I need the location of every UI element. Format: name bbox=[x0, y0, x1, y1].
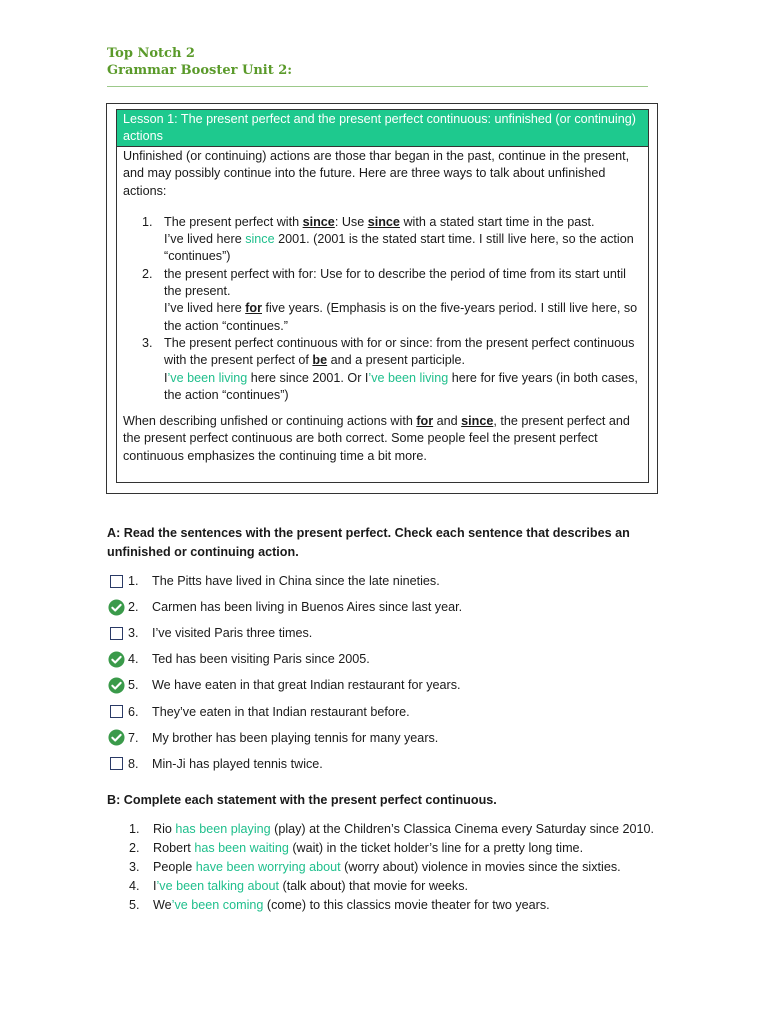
checklist-item bbox=[107, 754, 323, 774]
lesson-point bbox=[123, 266, 642, 335]
item-text: Ted has been visiting Paris since 2005. bbox=[152, 652, 370, 667]
item-number: 3. bbox=[129, 860, 140, 874]
empty-checkbox-icon[interactable] bbox=[107, 705, 125, 718]
list-item bbox=[107, 877, 654, 896]
example-highlight: ’ve been living bbox=[368, 370, 449, 385]
point-text: the present perfect with for: Use for to describe the period of time from its start until the present. bbox=[164, 266, 626, 299]
item-number: 4. bbox=[129, 879, 140, 893]
point-number: 2. bbox=[142, 266, 153, 281]
lesson-intro: Unfinished (or continuing) actions are those thar began in the past, continue in the present, and may possibly continue into the future. Here are three ways to talk about unfinished actions: bbox=[123, 149, 630, 198]
item-text: (play) at the Children’s Classica Cinema every Saturday since 2010. bbox=[270, 822, 654, 836]
point-text: and a present participle. bbox=[327, 353, 466, 368]
item-number: 8. bbox=[128, 756, 139, 771]
header-divider bbox=[107, 86, 648, 87]
answer-text: have been worrying about bbox=[195, 860, 341, 874]
book-title: Top Notch 2 bbox=[107, 46, 195, 61]
example-text: 2001. (2001 is the stated start time. I still live here, so the action “continues”) bbox=[164, 232, 634, 264]
check-circle-icon[interactable] bbox=[107, 729, 125, 746]
example-highlight: ’ve been living bbox=[167, 370, 248, 385]
answer-text: ’ve been coming bbox=[171, 898, 264, 912]
example-text: I’ve lived here bbox=[164, 232, 246, 247]
item-number: 5. bbox=[129, 898, 140, 912]
outro-text: , the present perfect and the present perfect continuous are both correct. Some people feel the present perfect continuous emphasizes the continuing time a bit more. bbox=[123, 414, 630, 463]
outro-text: When describing unfished or continuing actions with bbox=[123, 414, 417, 429]
keyword: for bbox=[416, 414, 434, 429]
list-item bbox=[107, 820, 654, 839]
item-text: Rio bbox=[153, 822, 176, 836]
section-a-heading: A: Read the sentences with the present perfect. Check each sentence that describes an unfinished or continuing action. bbox=[107, 526, 630, 559]
checklist-item bbox=[107, 728, 438, 748]
answer-text: has been waiting bbox=[194, 841, 289, 855]
item-text: People bbox=[153, 860, 196, 874]
item-text: We bbox=[153, 898, 172, 912]
check-circle-icon[interactable] bbox=[107, 599, 125, 616]
keyword: be bbox=[312, 353, 328, 368]
point-text: with a stated start time in the past. bbox=[399, 214, 595, 229]
item-text: Robert bbox=[153, 841, 195, 855]
item-text: (wait) in the ticket holder’s line for a pretty long time. bbox=[288, 841, 584, 855]
keyword: for bbox=[245, 301, 262, 316]
lesson-box bbox=[116, 109, 649, 483]
example-text: I bbox=[164, 370, 168, 385]
lesson-body bbox=[117, 147, 648, 465]
list-item bbox=[107, 858, 654, 877]
document-title bbox=[107, 45, 292, 79]
list-item bbox=[107, 896, 654, 915]
item-text: My brother has been playing tennis for many years. bbox=[152, 730, 439, 745]
empty-checkbox-icon[interactable] bbox=[107, 575, 125, 588]
item-number: 1. bbox=[128, 574, 139, 588]
example-text: I’ve lived here bbox=[164, 301, 246, 316]
lesson-point bbox=[123, 214, 642, 266]
lesson-point bbox=[123, 335, 642, 404]
lesson-points bbox=[123, 214, 642, 404]
lesson-heading: Lesson 1: The present perfect and the present perfect continuous: unfinished (or continuing) actions bbox=[117, 110, 648, 147]
example-text: here for five years (in both cases, the action “continues”) bbox=[164, 370, 638, 402]
point-text: The present perfect with bbox=[164, 214, 303, 229]
example-text: here since 2001. Or I bbox=[247, 370, 369, 385]
checklist-item bbox=[107, 623, 312, 643]
item-number: 7. bbox=[128, 730, 139, 745]
item-text: I’ve visited Paris three times. bbox=[152, 626, 313, 641]
point-text: The present perfect continuous with for or since: from the present perfect continuous with the present perfect of bbox=[164, 335, 635, 368]
example-highlight: since bbox=[245, 232, 275, 247]
lesson-outro bbox=[123, 413, 642, 465]
checklist-item bbox=[107, 597, 462, 617]
item-text: We have eaten in that great Indian restaurant for years. bbox=[152, 678, 461, 693]
keyword: since bbox=[461, 414, 494, 429]
item-text: Carmen has been living in Buenos Aires since last year. bbox=[152, 600, 463, 615]
checklist-item bbox=[107, 571, 440, 591]
check-circle-icon[interactable] bbox=[107, 677, 125, 694]
empty-checkbox-icon[interactable] bbox=[107, 627, 125, 640]
keyword: since bbox=[302, 214, 335, 229]
checklist-item bbox=[107, 675, 461, 695]
checklist-item bbox=[107, 702, 410, 722]
keyword: since bbox=[367, 214, 400, 229]
item-number: 5. bbox=[128, 678, 139, 693]
answer-text: ’ve been talking about bbox=[156, 879, 280, 893]
item-text: (worry about) violence in movies since the sixties. bbox=[340, 860, 621, 874]
example-text: five years. (Emphasis is on the five-years period. I still live here, so the action “continues.” bbox=[164, 301, 638, 333]
list-item bbox=[107, 839, 654, 858]
item-number: 2. bbox=[129, 841, 140, 855]
section-b-heading: B: Complete each statement with the present perfect continuous. bbox=[107, 793, 497, 807]
answer-text: has been playing bbox=[175, 822, 271, 836]
empty-checkbox-icon[interactable] bbox=[107, 757, 125, 770]
item-text: I bbox=[153, 879, 157, 893]
point-text: : Use bbox=[334, 214, 368, 229]
checklist-item bbox=[107, 649, 370, 669]
item-text: Min-Ji has played tennis twice. bbox=[152, 756, 323, 771]
item-text: They’ve eaten in that Indian restaurant before. bbox=[152, 704, 410, 719]
item-number: 1. bbox=[129, 822, 140, 836]
item-number: 3. bbox=[128, 626, 139, 641]
item-number: 4. bbox=[128, 652, 139, 667]
item-number: 6. bbox=[128, 704, 139, 719]
point-number: 3. bbox=[142, 335, 153, 350]
item-text: (come) to this classics movie theater for two years. bbox=[263, 898, 550, 912]
unit-title: Grammar Booster Unit 2: bbox=[107, 63, 293, 78]
check-circle-icon[interactable] bbox=[107, 651, 125, 668]
point-number: 1. bbox=[142, 214, 153, 229]
item-number: 2. bbox=[128, 600, 139, 615]
section-b-list bbox=[107, 820, 654, 915]
item-text: The Pitts have lived in China since the late nineties. bbox=[152, 574, 440, 588]
item-text: (talk about) that movie for weeks. bbox=[279, 879, 469, 893]
outro-text: and bbox=[433, 414, 462, 429]
